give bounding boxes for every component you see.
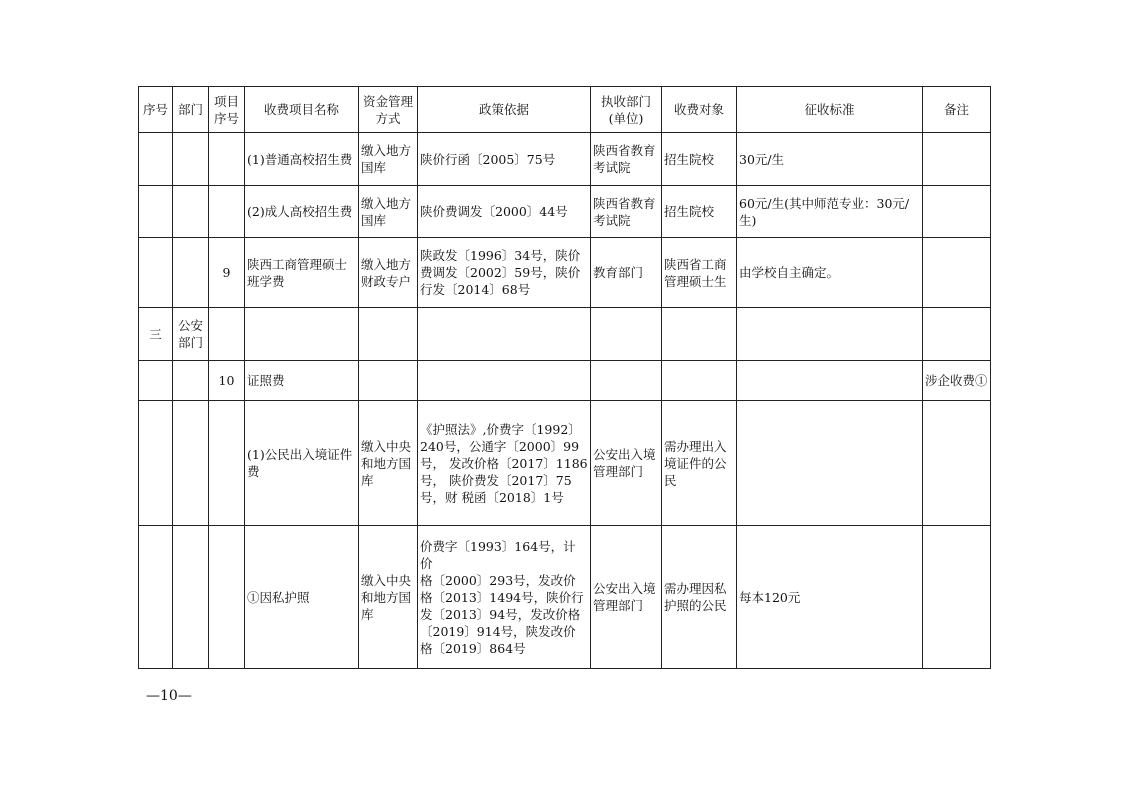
policy-line: 陕政发〔1996〕34号，陕价费调发〔2002〕59号，陕价行发〔2014〕68号 bbox=[420, 248, 581, 297]
policy-line: 号，财 税函〔2018〕1号 bbox=[420, 489, 564, 505]
policy-cell bbox=[418, 186, 591, 238]
header-dept: 部门 bbox=[173, 87, 209, 133]
policy-cell bbox=[418, 308, 591, 361]
fee-name-cell: 证照费 bbox=[245, 361, 359, 401]
header-fee-name: 收费项目名称 bbox=[245, 87, 359, 133]
fund-cell: 缴入地方财政专户 bbox=[359, 238, 418, 308]
standard-cell bbox=[737, 401, 923, 526]
header-standard: 征收标准 bbox=[737, 87, 923, 133]
fund-cell: 缴入地方国库 bbox=[359, 133, 418, 186]
fund-cell: 缴入中央和地方国库 bbox=[359, 526, 418, 669]
note-cell bbox=[923, 401, 991, 526]
fee-name-cell: (1)公民出入境证件费 bbox=[245, 401, 359, 526]
collector-cell: 陕西省教育考试院 bbox=[591, 133, 662, 186]
dept-cell bbox=[173, 401, 209, 526]
note-cell: 涉企收费① bbox=[923, 361, 991, 401]
page-number: —10— bbox=[146, 688, 192, 704]
collector-cell: 教育部门 bbox=[591, 238, 662, 308]
seq-cell bbox=[139, 186, 173, 238]
policy-line: 格〔2000〕293号，发改价 bbox=[420, 572, 576, 588]
fee-name-cell bbox=[245, 308, 359, 361]
policy-line: 格〔2013〕1494号，陕价行 bbox=[420, 589, 584, 605]
fund-cell bbox=[359, 361, 418, 401]
fee-name-cell: (1)普通高校招生费 bbox=[245, 133, 359, 186]
fund-cell: 缴入中央和地方国库 bbox=[359, 401, 418, 526]
policy-cell bbox=[418, 133, 591, 186]
header-policy-basis: 政策依据 bbox=[418, 87, 591, 133]
policy-line: 240号，公通字〔2000〕99 bbox=[420, 438, 580, 454]
collector-cell bbox=[591, 361, 662, 401]
seq-cell bbox=[139, 133, 173, 186]
standard-cell: 由学校自主确定。 bbox=[737, 238, 923, 308]
table-row bbox=[139, 401, 991, 526]
table-row bbox=[139, 308, 991, 361]
policy-line: 号， 陕价费发〔2017〕75 bbox=[420, 472, 572, 488]
seq-cell: 三 bbox=[139, 308, 173, 361]
header-payer: 收费对象 bbox=[662, 87, 737, 133]
table-header-row bbox=[139, 87, 991, 133]
table-row bbox=[139, 186, 991, 238]
policy-cell bbox=[418, 526, 591, 669]
table-row bbox=[139, 361, 991, 401]
payer-cell: 陕西省工商管理硕士生 bbox=[662, 238, 737, 308]
payer-cell: 需办理出入境证件的公民 bbox=[662, 401, 737, 526]
seq-cell bbox=[139, 238, 173, 308]
note-cell bbox=[923, 238, 991, 308]
policy-line: 格〔2019〕864号 bbox=[420, 640, 526, 656]
table-row bbox=[139, 133, 991, 186]
note-cell bbox=[923, 308, 991, 361]
note-cell bbox=[923, 526, 991, 669]
header-note: 备注 bbox=[923, 87, 991, 133]
standard-cell: 30元/生 bbox=[737, 133, 923, 186]
policy-cell bbox=[418, 401, 591, 526]
item-no-cell bbox=[209, 526, 245, 669]
table-row bbox=[139, 526, 991, 669]
payer-cell: 需办理因私护照的公民 bbox=[662, 526, 737, 669]
item-no-cell bbox=[209, 401, 245, 526]
payer-cell bbox=[662, 361, 737, 401]
fee-name-cell: ①因私护照 bbox=[245, 526, 359, 669]
payer-cell: 招生院校 bbox=[662, 186, 737, 238]
dept-cell bbox=[173, 186, 209, 238]
header-fund-management: 资金管理方式 bbox=[359, 87, 418, 133]
item-no-cell: 10 bbox=[209, 361, 245, 401]
fee-name-cell: 陕西工商管理硕士班学费 bbox=[245, 238, 359, 308]
seq-cell bbox=[139, 361, 173, 401]
standard-cell bbox=[737, 361, 923, 401]
header-seq: 序号 bbox=[139, 87, 173, 133]
header-item-no: 项目序号 bbox=[209, 87, 245, 133]
fee-name-cell: (2)成人高校招生费 bbox=[245, 186, 359, 238]
policy-line: 《护照法》,价费字〔1992〕 bbox=[420, 421, 581, 437]
policy-line: 价费字〔1993〕164号，计价 bbox=[420, 538, 576, 571]
payer-cell bbox=[662, 308, 737, 361]
collector-cell: 陕西省教育考试院 bbox=[591, 186, 662, 238]
standard-cell: 60元/生(其中师范专业：30元/生) bbox=[737, 186, 923, 238]
dept-cell bbox=[173, 133, 209, 186]
policy-cell bbox=[418, 361, 591, 401]
item-no-cell bbox=[209, 133, 245, 186]
dept-cell bbox=[173, 238, 209, 308]
dept-cell: 公安部门 bbox=[173, 308, 209, 361]
collector-cell bbox=[591, 308, 662, 361]
item-no-cell bbox=[209, 308, 245, 361]
standard-cell bbox=[737, 308, 923, 361]
standard-cell: 每本120元 bbox=[737, 526, 923, 669]
table-row bbox=[139, 238, 991, 308]
fee-table bbox=[138, 86, 991, 669]
dept-cell bbox=[173, 361, 209, 401]
seq-cell bbox=[139, 401, 173, 526]
dept-cell bbox=[173, 526, 209, 669]
item-no-cell bbox=[209, 186, 245, 238]
header-collector: 执收部门(单位) bbox=[591, 87, 662, 133]
policy-line: 发〔2013〕94号，发改价格 bbox=[420, 606, 581, 622]
policy-line: 〔2019〕914号，陕发改价 bbox=[420, 623, 576, 639]
policy-line: 号， 发改价格〔2017〕1186 bbox=[420, 455, 588, 471]
policy-line: 陕价行函〔2005〕75号 bbox=[420, 151, 556, 167]
collector-cell: 公安出入境管理部门 bbox=[591, 401, 662, 526]
policy-line: 陕价费调发〔2000〕44号 bbox=[420, 204, 568, 219]
note-cell bbox=[923, 186, 991, 238]
payer-cell: 招生院校 bbox=[662, 133, 737, 186]
collector-cell: 公安出入境管理部门 bbox=[591, 526, 662, 669]
item-no-cell: 9 bbox=[209, 238, 245, 308]
policy-cell bbox=[418, 238, 591, 308]
fund-cell bbox=[359, 308, 418, 361]
seq-cell bbox=[139, 526, 173, 669]
note-cell bbox=[923, 133, 991, 186]
fund-cell: 缴入地方国库 bbox=[359, 186, 418, 238]
